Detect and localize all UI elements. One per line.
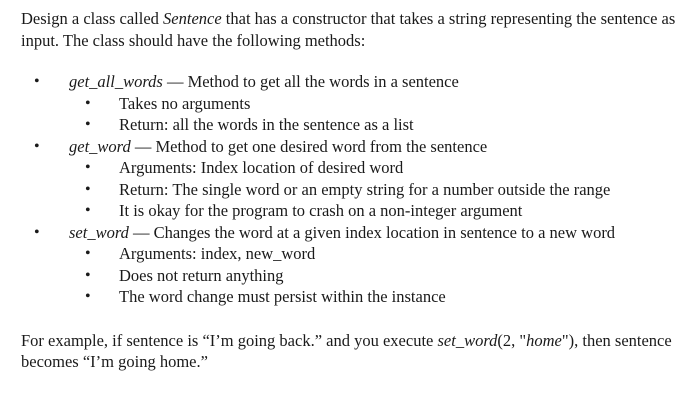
detail-item: [69, 157, 681, 179]
method-description: — Changes the word at a given index location in sentence to a new word: [128, 222, 616, 242]
detail-item: [69, 265, 681, 287]
bullet-icon: •: [85, 202, 91, 219]
example-paragraph: [21, 330, 681, 373]
intro-paragraph: [21, 8, 681, 51]
method-details: [69, 157, 681, 222]
bullet-icon: •: [85, 159, 91, 176]
detail-item: [69, 93, 681, 115]
method-description: — Method to get one desired word from the sentence: [130, 136, 488, 156]
bullet-icon: •: [85, 266, 91, 284]
bullet-icon: •: [85, 94, 91, 112]
bullet-icon: •: [85, 116, 91, 133]
method-description: — Method to get all the words in a sentence: [162, 72, 459, 91]
method-details: [69, 243, 681, 308]
method-item-set-word: [21, 222, 681, 308]
method-name: set_word: [69, 222, 129, 242]
detail-item: [69, 200, 681, 222]
method-item-get-word: [21, 136, 681, 222]
bullet-icon: •: [34, 137, 40, 155]
bullet-icon: •: [85, 245, 91, 262]
example-text-end: , then sentence becomes “I’m going home.”: [21, 330, 672, 371]
detail-text: Does not return anything: [119, 265, 284, 285]
detail-item: [69, 179, 681, 201]
bullet-icon: •: [34, 73, 40, 90]
intro-text-end: that has a constructor that takes a string representing the sentence as input. The class should have the following methods:: [21, 9, 676, 50]
method-item-get-all-words: [21, 71, 681, 136]
detail-item: [69, 243, 681, 265]
document-page: [21, 8, 681, 373]
detail-text: Return: all the words in the sentence as a list: [119, 115, 414, 134]
example-call-name: set_word: [437, 330, 498, 350]
detail-text: The word change must persist within the instance: [119, 287, 446, 306]
method-name: get_all_words: [69, 72, 163, 91]
method-name: get_word: [69, 136, 131, 156]
bullet-icon: •: [34, 223, 40, 241]
class-name: Sentence: [163, 9, 222, 28]
detail-item: [69, 114, 681, 136]
detail-text: Arguments: Index location of desired word: [119, 158, 404, 177]
bullet-icon: •: [85, 288, 91, 305]
method-details: [69, 93, 681, 136]
bullet-icon: •: [85, 180, 91, 198]
detail-text: Takes no arguments: [119, 93, 251, 113]
detail-item: [69, 286, 681, 308]
example-call-close: "): [561, 330, 575, 350]
detail-text: It is okay for the program to crash on a non-integer argument: [119, 201, 523, 220]
intro-text-start: Design a class called: [21, 9, 164, 28]
example-call-arg: home: [526, 330, 562, 350]
method-list: [21, 71, 681, 308]
example-text-start: For example, if sentence is “I’m going back.” and you execute: [21, 330, 438, 350]
detail-text: Arguments: index, new_word: [119, 244, 316, 263]
example-call-open: (2, ": [497, 330, 527, 350]
detail-text: Return: The single word or an empty string for a number outside the range: [119, 179, 611, 199]
